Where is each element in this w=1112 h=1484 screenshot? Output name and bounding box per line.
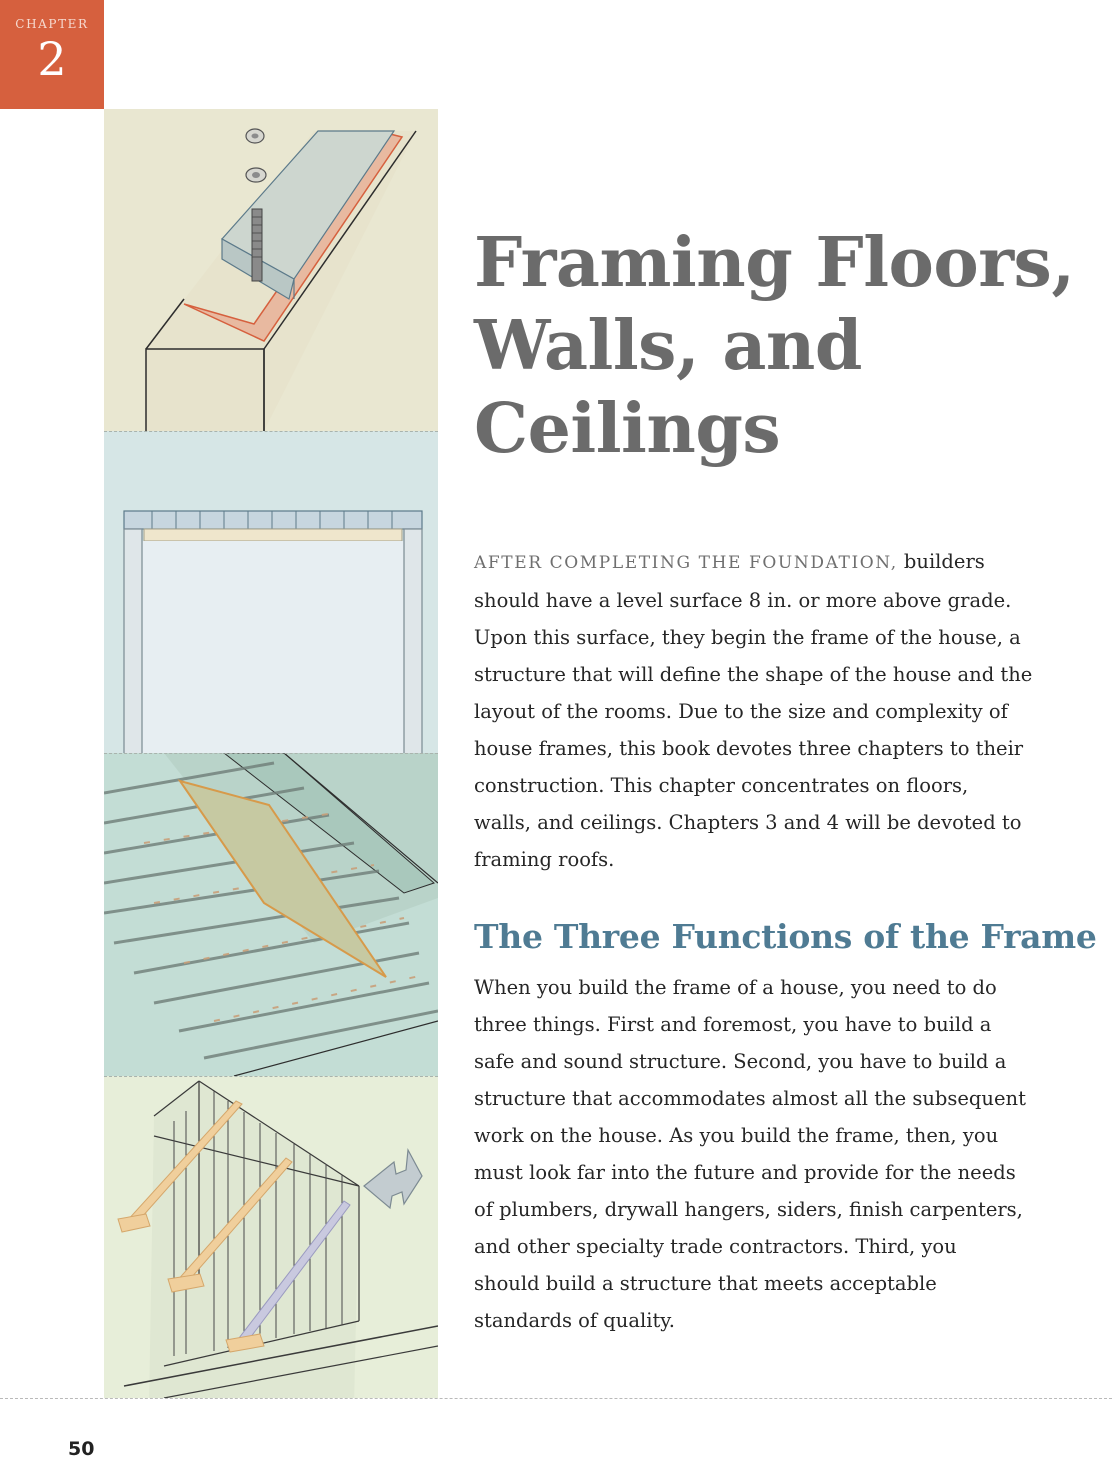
page-number: 50 (68, 1438, 95, 1460)
section-paragraph (474, 969, 1106, 1339)
intro-line: house frames, this book devotes three chapters to their (474, 737, 1024, 760)
intro-line: layout of the rooms. Due to the size and complexity of (474, 700, 1008, 723)
chapter-title-line: Ceilings (474, 389, 781, 469)
section-line: of plumbers, drywall hangers, siders, finish carpenters, (474, 1198, 1023, 1221)
section-line: must look far into the future and provide for the needs (474, 1161, 1016, 1184)
footer-divider (0, 1398, 1112, 1399)
illustration-strip (104, 109, 438, 1398)
chapter-title-line: Framing Floors, (474, 223, 1075, 303)
section-line: three things. First and foremost, you have to build a (474, 1013, 992, 1036)
chapter-number: 2 (37, 32, 67, 86)
section-line: structure that accommodates almost all the subsequent (474, 1087, 1026, 1110)
chapter-title (474, 222, 1094, 471)
intro-line: walls, and ceilings. Chapters 3 and 4 will be devoted to (474, 811, 1022, 834)
chapter-label: CHAPTER (15, 17, 89, 31)
sill-plate-illustration (104, 109, 438, 431)
section-line: When you build the frame of a house, you need to do (474, 976, 997, 999)
intro-line: structure that will define the shape of the house and the (474, 663, 1033, 686)
wall-bracing-illustration (104, 1076, 438, 1398)
section-line: and other specialty trade contractors. Third, you (474, 1235, 957, 1258)
panel-divider (104, 753, 438, 754)
section-heading: The Three Functions of the Frame (474, 917, 1097, 956)
subfloor-sheathing-illustration (104, 753, 438, 1076)
intro-first-line (474, 543, 1106, 582)
chapter-tab (0, 0, 104, 109)
section-line: standards of quality. (474, 1309, 675, 1332)
intro-line: Upon this surface, they begin the frame of the house, a (474, 626, 1021, 649)
section-line: should build a structure that meets acceptable (474, 1272, 937, 1295)
section-line: work on the house. As you build the frame, then, you (474, 1124, 999, 1147)
chapter-title-line: Walls, and (474, 306, 862, 386)
panel-divider (104, 431, 438, 432)
intro-line: construction. This chapter concentrates on floors, (474, 774, 969, 797)
intro-line: framing roofs. (474, 848, 615, 871)
intro-first-line-rest: builders (897, 550, 985, 573)
intro-line: should have a level surface 8 in. or more above grade. (474, 589, 1012, 612)
floor-section-illustration (104, 431, 438, 753)
intro-lead-in: AFTER COMPLETING THE FOUNDATION, (474, 553, 898, 573)
intro-paragraph (474, 543, 1106, 878)
panel-divider (104, 1076, 438, 1077)
section-line: safe and sound structure. Second, you have to build a (474, 1050, 1007, 1073)
